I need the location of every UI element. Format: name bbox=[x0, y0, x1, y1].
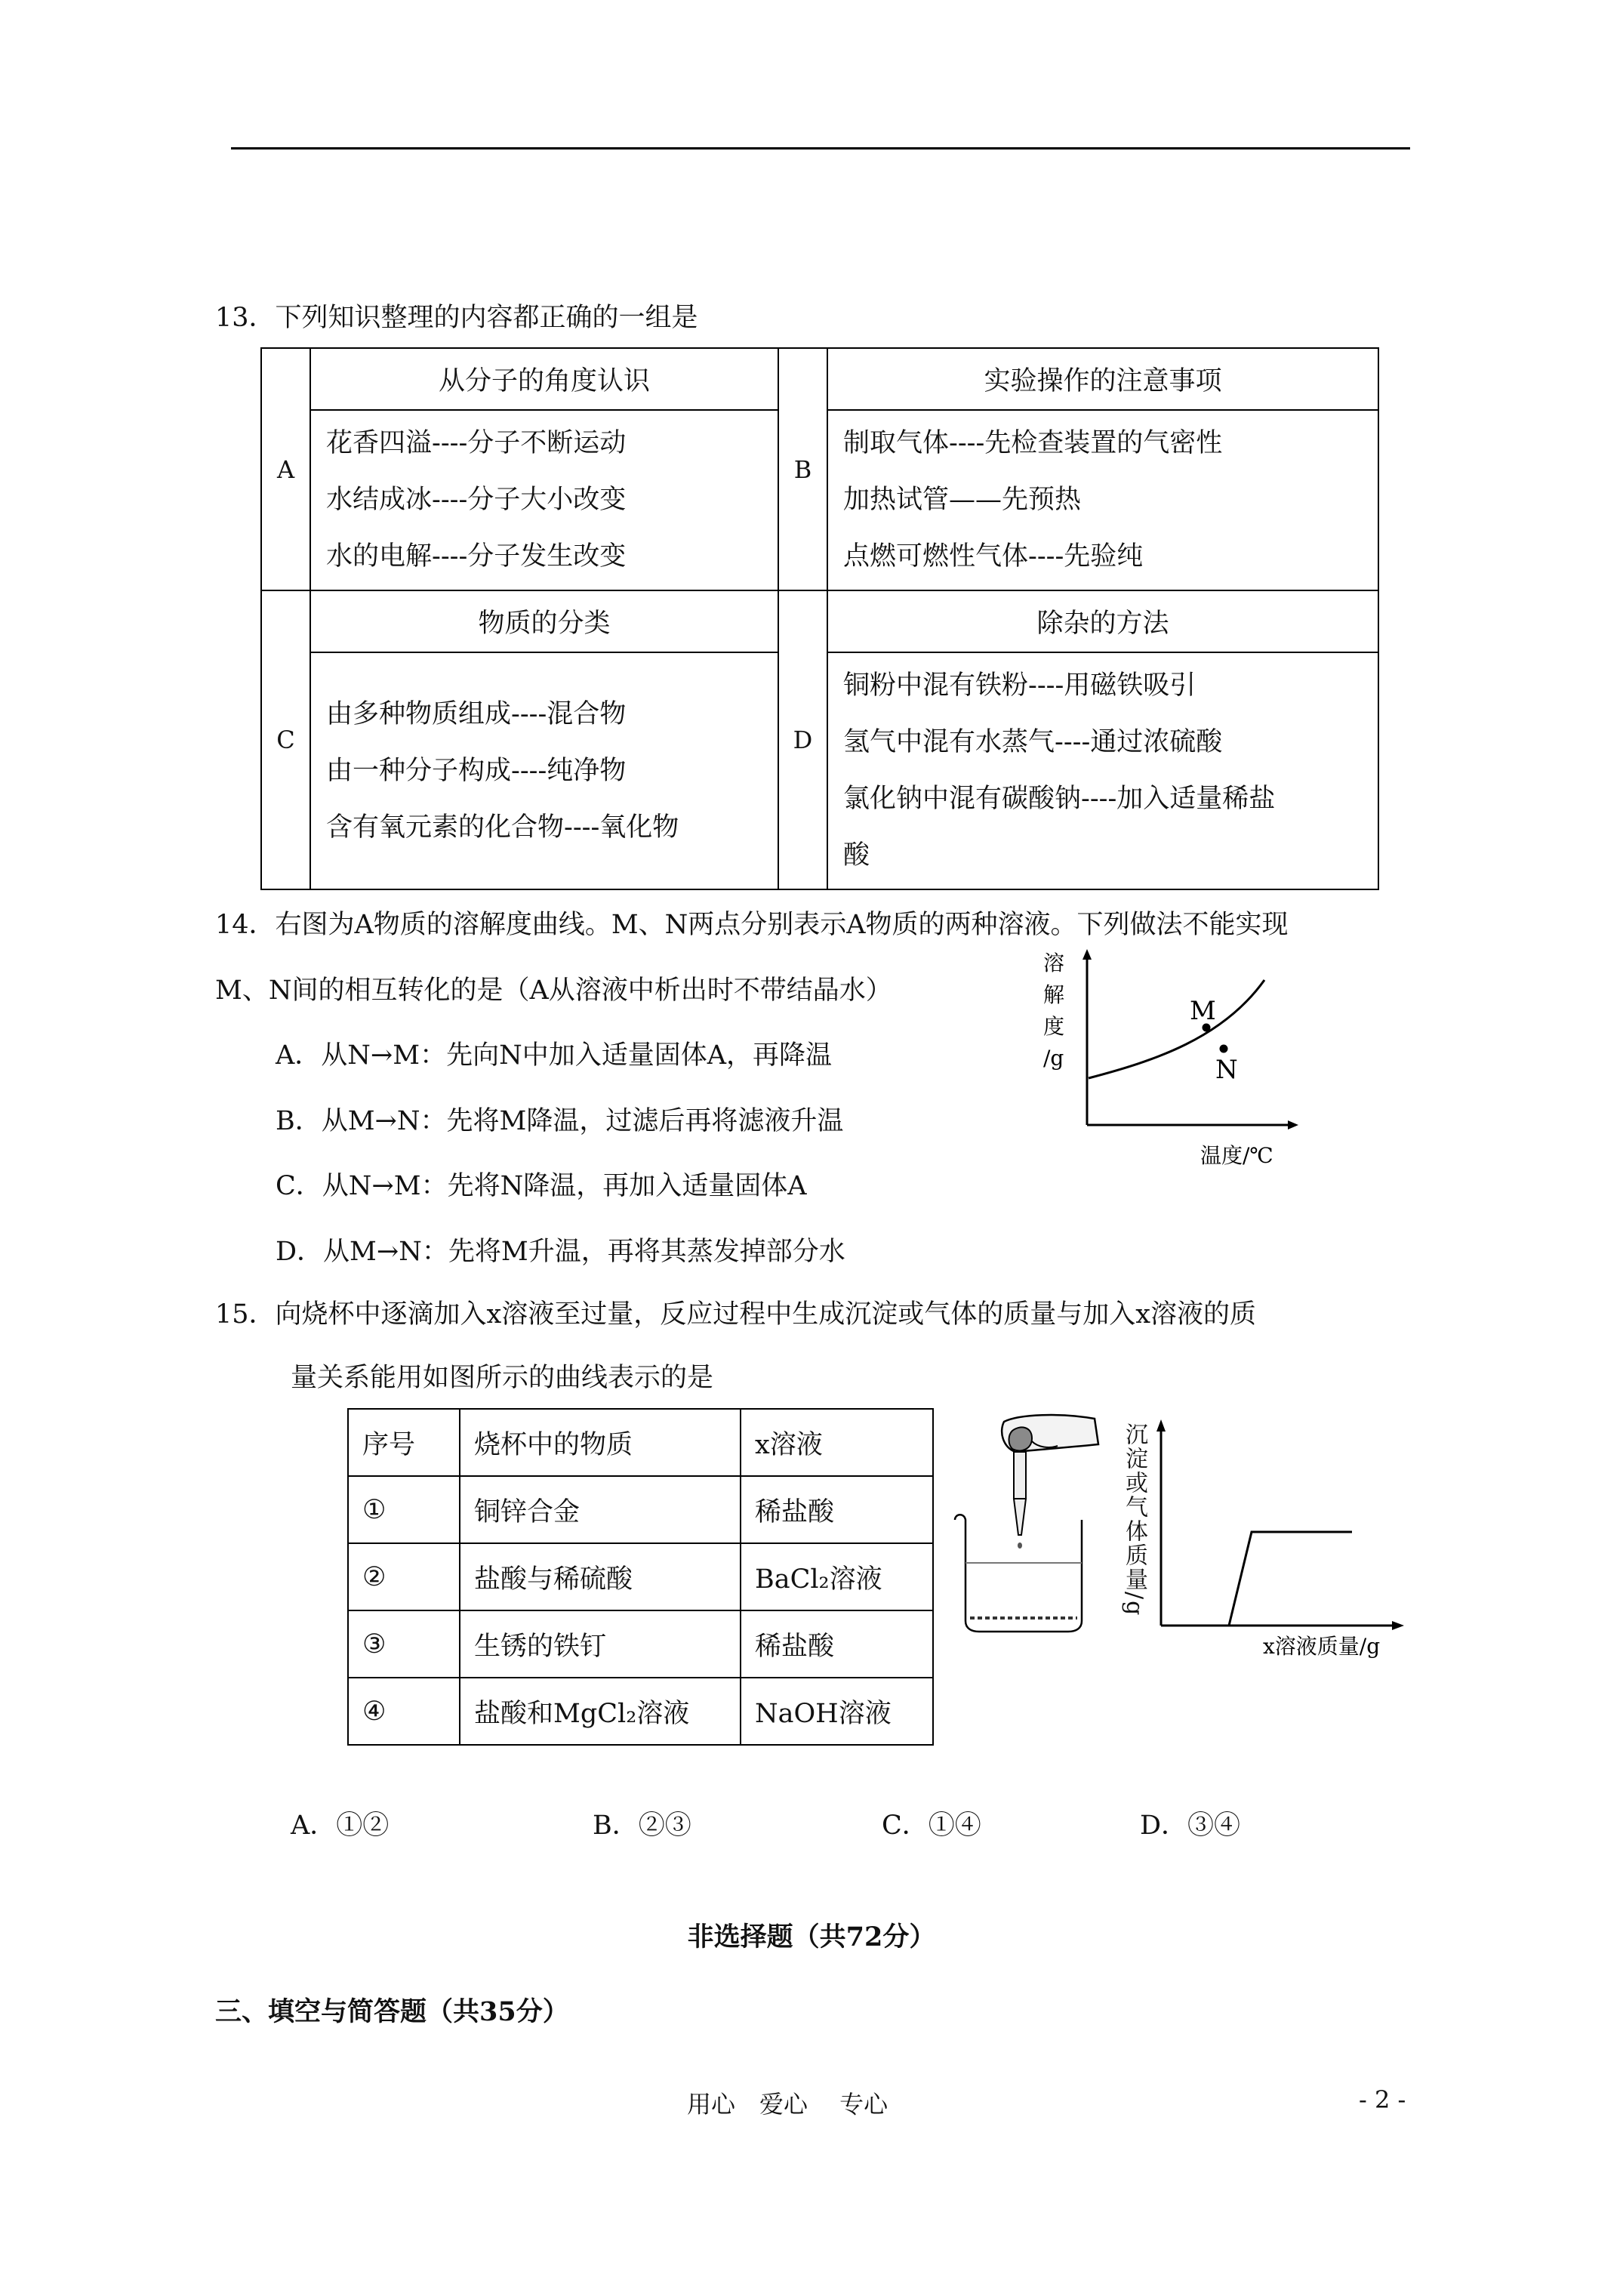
q15-cell: ④ bbox=[348, 1678, 460, 1745]
section-title: 非选择题（共72分） bbox=[687, 1922, 936, 1952]
q13-c-line: 含有氧元素的化合物----氧化物 bbox=[326, 812, 679, 843]
q15-header-substance: 烧杯中的物质 bbox=[460, 1409, 741, 1476]
q14-stem-line2: M、N间的相互转化的是（A从溶液中析出时不带结晶水） bbox=[215, 975, 892, 1006]
mass-graph bbox=[1116, 1412, 1418, 1661]
solubility-y-label-char: 溶 bbox=[1043, 951, 1065, 975]
q15-cell: ① bbox=[348, 1476, 460, 1543]
q13-d-line: 铜粉中混有铁粉----用磁铁吸引 bbox=[843, 670, 1196, 701]
point-n-dot bbox=[1220, 1045, 1228, 1053]
point-m-label: M bbox=[1190, 996, 1216, 1026]
q13-c-line: 由多种物质组成----混合物 bbox=[326, 698, 627, 729]
q15-header-no: 序号 bbox=[348, 1409, 460, 1476]
q13-cell-c-body bbox=[310, 652, 778, 889]
q13-b-line: 点燃可燃性气体----先验纯 bbox=[843, 541, 1144, 572]
q15-cell: 铜锌合金 bbox=[460, 1476, 741, 1543]
beaker-dropper-illustration bbox=[947, 1408, 1106, 1638]
q13-cell-b-letter: B bbox=[778, 348, 827, 590]
q15-header-solution: x溶液 bbox=[741, 1409, 933, 1476]
q15-stem-line2: 量关系能用如图所示的曲线表示的是 bbox=[291, 1363, 714, 1393]
q13-d-line: 氯化钠中混有碳酸钠----加入适量稀盐 bbox=[843, 784, 1276, 814]
q13-b-line: 加热试管——先预热 bbox=[843, 485, 1082, 515]
q13-cell-d-body bbox=[827, 652, 1378, 889]
droplet bbox=[1018, 1542, 1022, 1549]
q13-cell-d-head: 除杂的方法 bbox=[827, 590, 1378, 652]
q13-stem: 13．下列知识整理的内容都正确的一组是 bbox=[215, 303, 698, 333]
q14-option-c: C．从N→M：先将N降温，再加入适量固体A bbox=[276, 1171, 807, 1201]
q14-stem-line1: 14．右图为A物质的溶解度曲线。M、N两点分别表示A物质的两种溶液。下列做法不能实现 bbox=[215, 910, 1289, 940]
q15-cell: ③ bbox=[348, 1610, 460, 1678]
table-row bbox=[348, 1543, 933, 1610]
solubility-curve bbox=[1089, 980, 1264, 1078]
q13-cell-b-body bbox=[827, 410, 1378, 590]
q15-option-b: B．②③ bbox=[593, 1811, 691, 1841]
q13-b-line: 制取气体----先检查装置的气密性 bbox=[843, 428, 1223, 458]
q13-cell-a-body bbox=[310, 410, 778, 590]
q13-cell-b-head: 实验操作的注意事项 bbox=[827, 348, 1378, 410]
q13-cell-a-letter: A bbox=[261, 348, 310, 590]
q14-option-b: B．从M→N：先将M降温，过滤后再将滤液升温 bbox=[276, 1106, 844, 1136]
q15-option-d: D．③④ bbox=[1140, 1811, 1241, 1841]
footer-motto: 用心 爱心 专心 bbox=[687, 2090, 888, 2119]
table-row bbox=[348, 1678, 933, 1745]
point-n-label: N bbox=[1215, 1055, 1238, 1085]
q15-cell: 生锈的铁钉 bbox=[460, 1610, 741, 1678]
solubility-y-label-char: /g bbox=[1043, 1046, 1064, 1071]
dropper-bulb bbox=[1009, 1427, 1033, 1450]
q13-d-line: 酸 bbox=[843, 840, 870, 871]
q15-cell: 稀盐酸 bbox=[741, 1476, 933, 1543]
q13-table bbox=[260, 347, 1379, 890]
q13-a-line: 水结成冰----分子大小改变 bbox=[326, 485, 627, 515]
q13-cell-c-letter: C bbox=[261, 590, 310, 889]
q13-c-line: 由一种分子构成----纯净物 bbox=[326, 755, 627, 786]
solubility-y-label-char: 度 bbox=[1043, 1014, 1065, 1039]
mass-x-label: x溶液质量/g bbox=[1263, 1634, 1381, 1659]
q13-a-line: 花香四溢----分子不断运动 bbox=[326, 428, 627, 458]
q14-option-a: A．从N→M：先向N中加入适量固体A，再降温 bbox=[276, 1040, 832, 1071]
q15-cell: 盐酸和MgCl₂溶液 bbox=[460, 1678, 741, 1745]
mass-curve bbox=[1229, 1532, 1352, 1626]
solubility-y-arrow bbox=[1083, 949, 1092, 960]
section-subtitle: 三、填空与简答题（共35分） bbox=[215, 1996, 569, 2027]
mass-x-arrow bbox=[1392, 1621, 1404, 1630]
solubility-x-label: 温度/℃ bbox=[1200, 1143, 1273, 1168]
dropper-tip bbox=[1014, 1499, 1026, 1535]
solubility-x-arrow bbox=[1288, 1120, 1298, 1130]
q15-table bbox=[347, 1408, 934, 1746]
q13-d-line: 氢气中混有水蒸气----通过浓硫酸 bbox=[843, 727, 1223, 757]
solubility-graph bbox=[1034, 940, 1306, 1174]
table-row bbox=[348, 1476, 933, 1543]
q13-cell-c-head: 物质的分类 bbox=[310, 590, 778, 652]
header-rule bbox=[231, 147, 1410, 149]
q15-option-a: A．①② bbox=[291, 1811, 390, 1841]
q13-cell-d-letter: D bbox=[778, 590, 827, 889]
q15-cell: 盐酸与稀硫酸 bbox=[460, 1543, 741, 1610]
q15-stem-line1: 15．向烧杯中逐滴加入x溶液至过量，反应过程中生成沉淀或气体的质量与加入x溶液的质 bbox=[215, 1299, 1257, 1330]
q15-cell: NaOH溶液 bbox=[741, 1678, 933, 1745]
q13-cell-a-head: 从分子的角度认识 bbox=[310, 348, 778, 410]
solubility-y-label-char: 解 bbox=[1043, 982, 1065, 1007]
mass-y-arrow bbox=[1156, 1419, 1166, 1432]
dropper-barrel bbox=[1014, 1452, 1026, 1499]
table-row bbox=[348, 1610, 933, 1678]
q13-a-line: 水的电解----分子发生改变 bbox=[326, 541, 627, 572]
page-number: - 2 - bbox=[1359, 2085, 1406, 2114]
q15-cell: BaCl₂溶液 bbox=[741, 1543, 933, 1610]
mass-y-label: 沉淀或气体质量/g bbox=[1121, 1422, 1147, 1617]
q15-cell: ② bbox=[348, 1543, 460, 1610]
table-row bbox=[348, 1409, 933, 1476]
q15-cell: 稀盐酸 bbox=[741, 1610, 933, 1678]
q14-option-d: D．从M→N：先将M升温，再将其蒸发掉部分水 bbox=[276, 1237, 845, 1267]
q15-option-c: C．①④ bbox=[882, 1811, 981, 1841]
